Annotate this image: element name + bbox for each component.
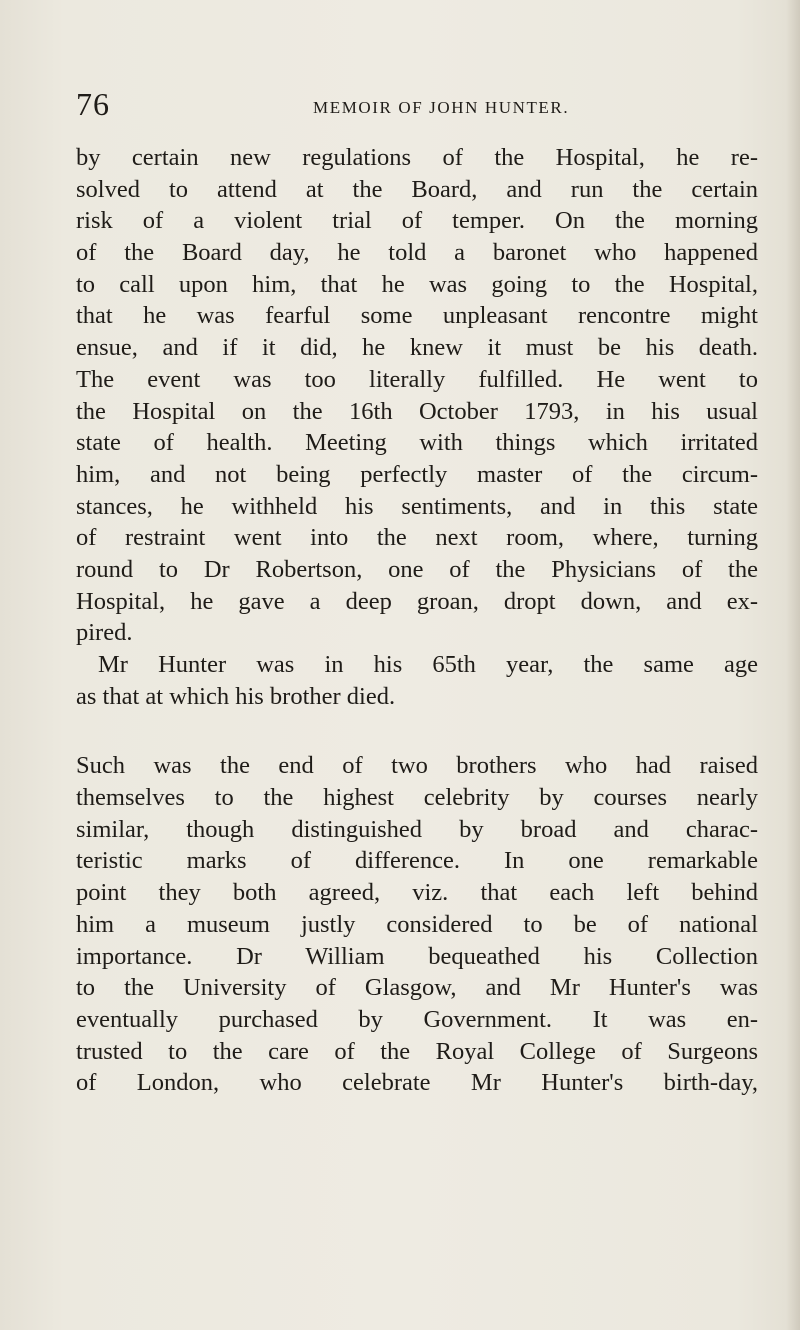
text-line: of London, who celebrate Mr Hunter's birth-day,: [76, 1069, 758, 1097]
text-line: eventually purchased by Government. It was en-: [76, 1005, 758, 1033]
text-line: pired.: [76, 619, 133, 647]
page-header: [76, 88, 756, 128]
text-line: trusted to the care of the Royal College of Surgeons: [76, 1037, 758, 1065]
text-line: Hospital, he gave a deep groan, dropt down, and ex-: [76, 587, 758, 615]
text-line: of the Board day, he told a baronet who happened: [76, 239, 758, 267]
text-line: similar, though distinguished by broad and charac-: [76, 815, 758, 843]
text-line: round to Dr Robertson, one of the Physicians of the: [76, 555, 758, 583]
page-number: 76: [76, 86, 110, 122]
text-line: that he was fearful some unpleasant rencontre might: [76, 302, 758, 330]
text-line: point they both agreed, viz. that each left behind: [76, 879, 758, 907]
text-line: Such was the end of two brothers who had raised: [76, 752, 758, 780]
text-line: to call upon him, that he was going to the Hospital,: [76, 270, 758, 298]
text-line: The event was too literally fulfilled. He went to: [76, 365, 758, 393]
text-line: solved to attend at the Board, and run the certain: [76, 175, 758, 203]
page-edge-shadow: [786, 0, 800, 1330]
text-line: by certain new regulations of the Hospital, he re-: [76, 144, 758, 171]
text-line: the Hospital on the 16th October 1793, in his usual: [76, 397, 758, 425]
text-line: risk of a violent trial of temper. On the morning: [76, 207, 758, 235]
paragraph-gap: [76, 712, 758, 750]
text-line: of restraint went into the next room, where, turning: [76, 524, 758, 552]
text-line: themselves to the highest celebrity by courses nearly: [76, 784, 758, 812]
body-text: [76, 142, 758, 1099]
text-line: importance. Dr William bequeathed his Collection: [76, 942, 758, 970]
text-line: to the University of Glasgow, and Mr Hunter's was: [76, 974, 758, 1002]
running-head: MEMOIR OF JOHN HUNTER.: [313, 98, 570, 117]
text-line: him a museum justly considered to be of national: [76, 910, 758, 938]
text-line: Mr Hunter was in his 65th year, the same age: [98, 651, 758, 678]
text-line: stances, he withheld his sentiments, and in this state: [76, 492, 758, 520]
text-line: ensue, and if it did, he knew it must be his death.: [76, 334, 758, 362]
text-line: as that at which his brother died.: [76, 682, 396, 710]
text-line: teristic marks of difference. In one remarkable: [76, 847, 758, 875]
text-line: him, and not being perfectly master of the circum-: [76, 460, 758, 488]
text-line: state of health. Meeting with things which irritated: [76, 429, 758, 457]
